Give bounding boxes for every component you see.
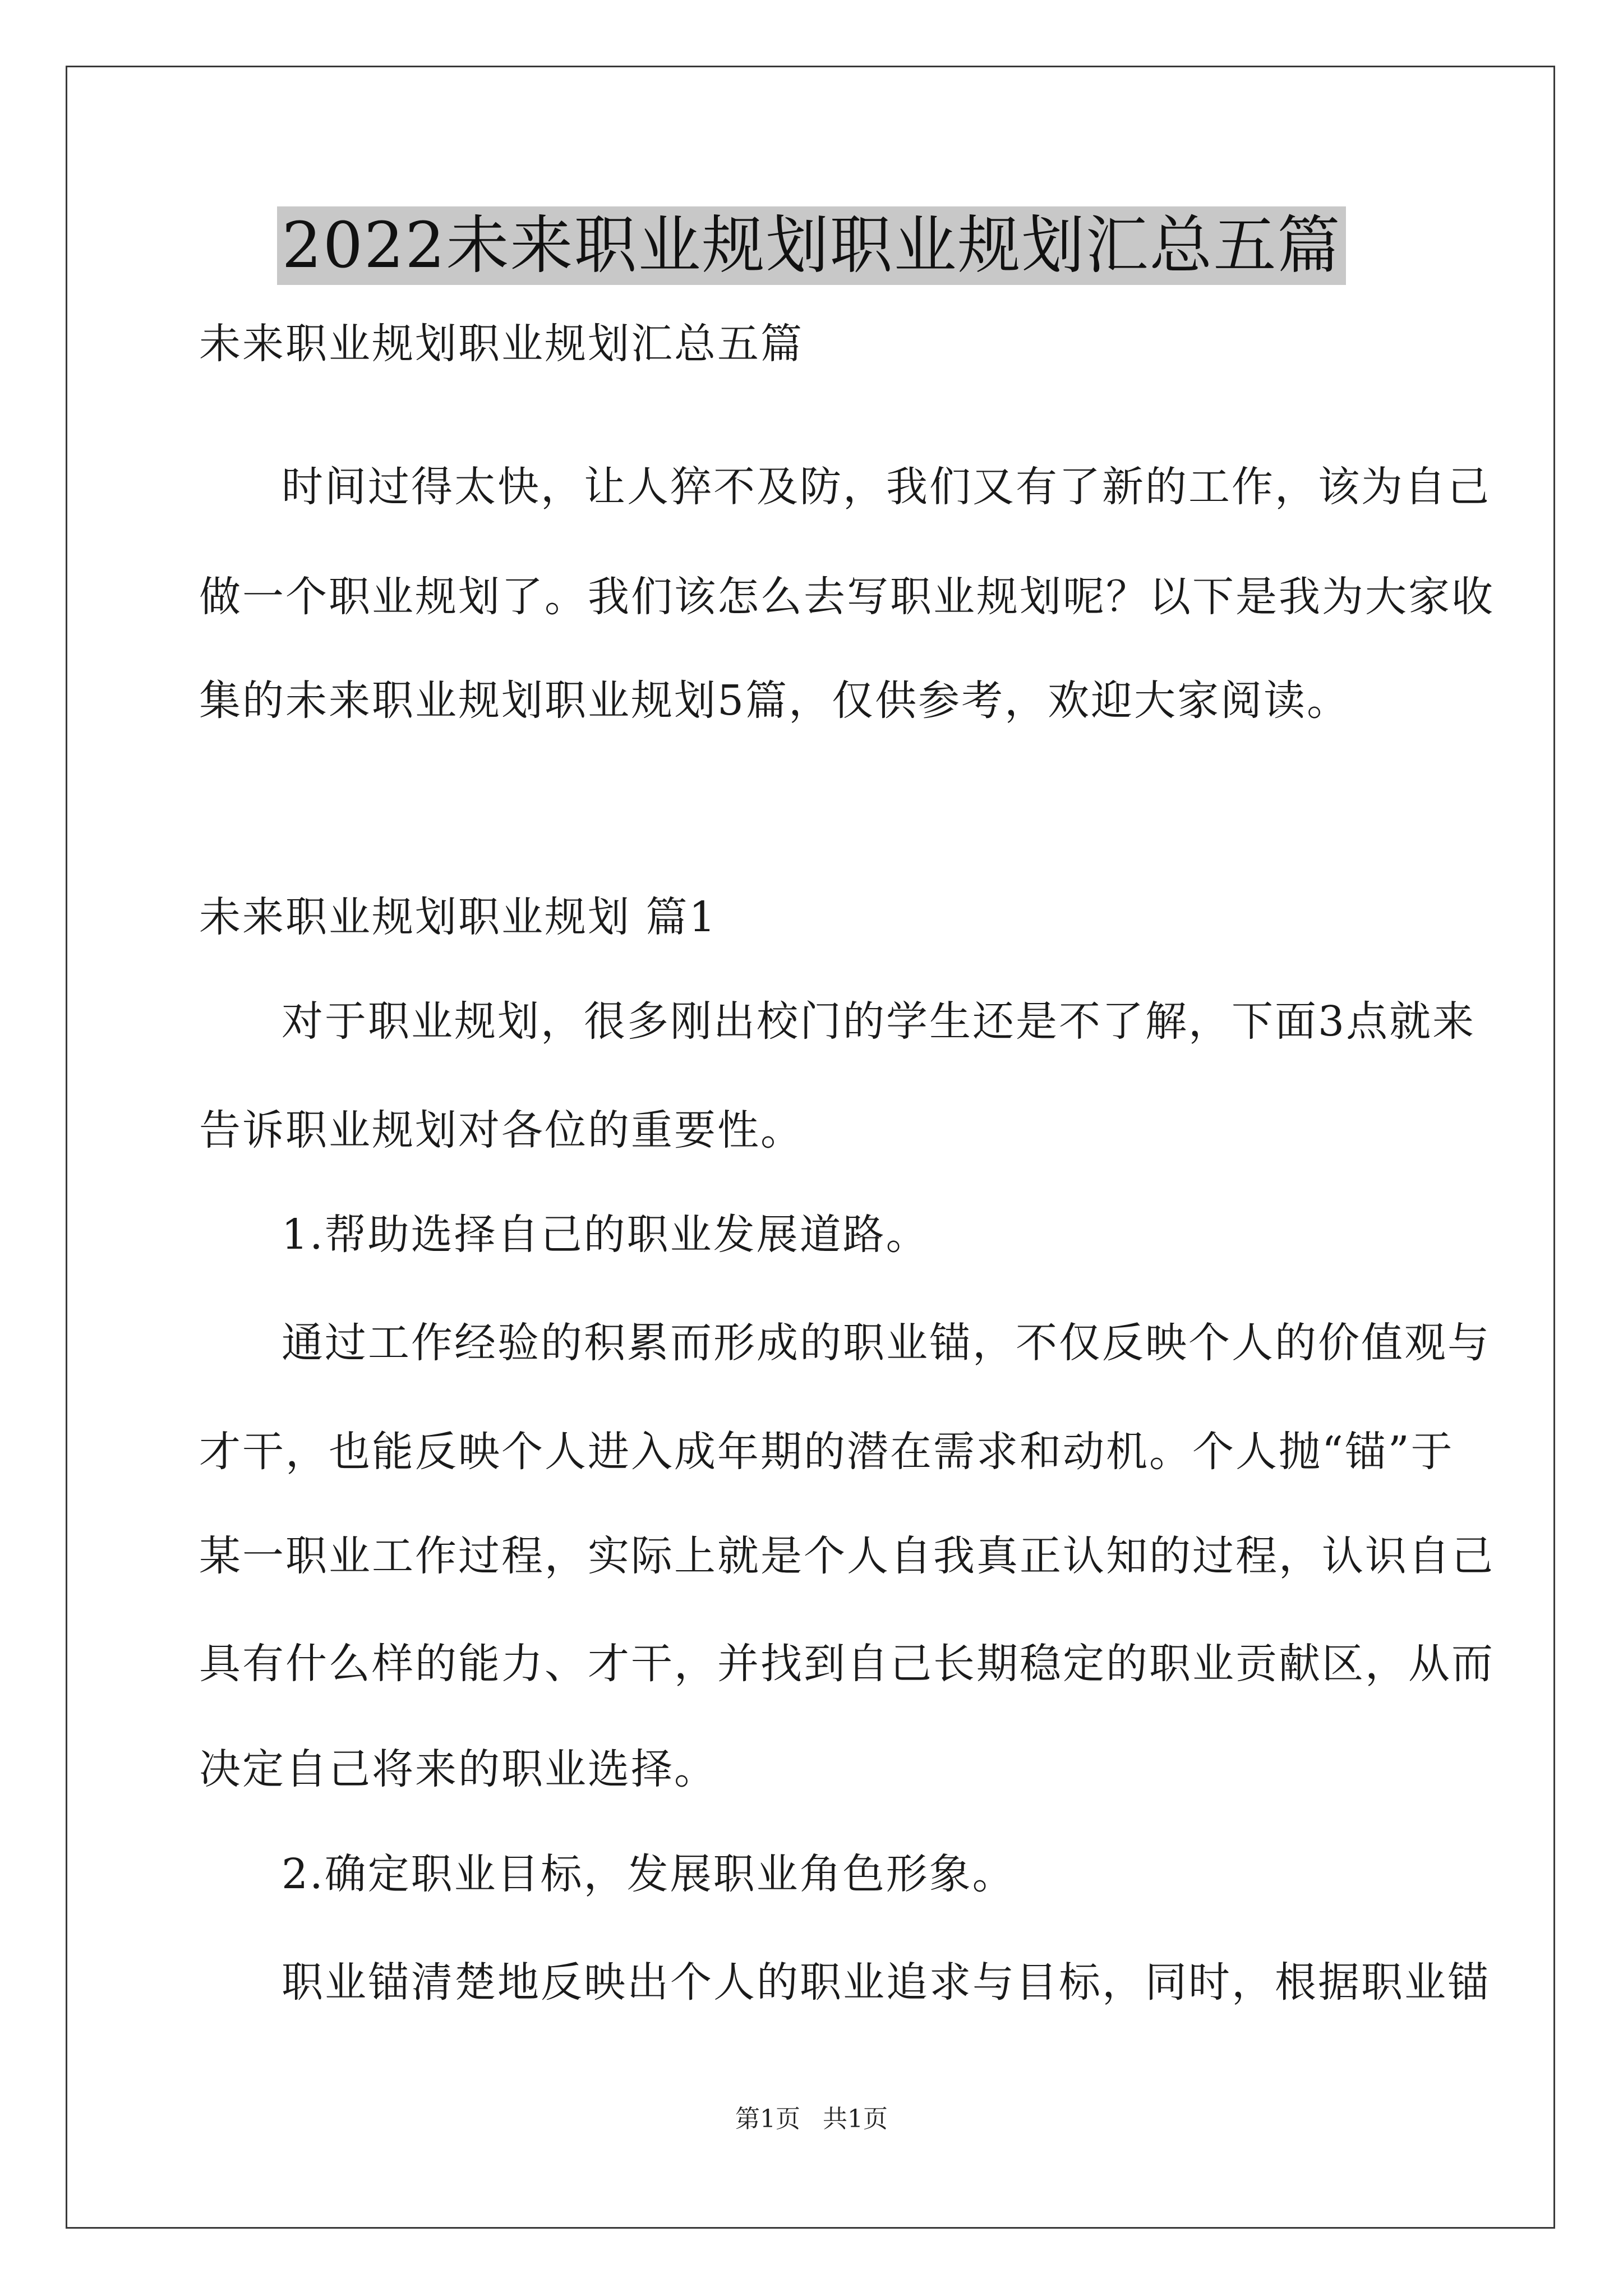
page-total: 共1页 bbox=[823, 2105, 888, 2133]
list-item-heading: 1.帮助选择自己的职业发展道路。 bbox=[282, 1211, 929, 1259]
title-container bbox=[0, 206, 1623, 285]
list-item-heading: 2.确定职业目标，发展职业角色形象。 bbox=[282, 1850, 1016, 1898]
paragraph-line: 决定自己将来的职业选择。 bbox=[199, 1745, 717, 1793]
paragraph-line: 集的未来职业规划职业规划5篇，仅供参考，欢迎大家阅读。 bbox=[199, 677, 1350, 725]
document-title: 2022未来职业规划职业规划汇总五篇 bbox=[277, 206, 1345, 285]
page-footer bbox=[0, 2102, 1623, 2136]
subtitle-line: 未来职业规划职业规划汇总五篇 bbox=[199, 320, 804, 368]
paragraph-line: 才干，也能反映个人进入成年期的潜在需求和动机。个人抛“锚”于 bbox=[199, 1428, 1454, 1476]
paragraph-line: 对于职业规划，很多刚出校门的学生还是不了解，下面3点就来 bbox=[282, 997, 1476, 1046]
section-heading: 未来职业规划职业规划 篇1 bbox=[199, 893, 717, 941]
paragraph-line: 某一职业工作过程，实际上就是个人自我真正认知的过程，认识自己 bbox=[199, 1532, 1495, 1580]
paragraph-line: 职业锚清楚地反映出个人的职业追求与目标，同时，根据职业锚 bbox=[282, 1958, 1491, 2007]
paragraph-line: 具有什么样的能力、才干，并找到自己长期稳定的职业贡献区，从而 bbox=[199, 1640, 1495, 1688]
paragraph-line: 时间过得太快，让人猝不及防，我们又有了新的工作，该为自己 bbox=[282, 463, 1491, 511]
paragraph-line: 通过工作经验的积累而形成的职业锚，不仅反映个人的价值观与 bbox=[282, 1319, 1491, 1367]
paragraph-line: 告诉职业规划对各位的重要性。 bbox=[199, 1106, 804, 1154]
page-number: 第1页 bbox=[735, 2105, 800, 2133]
paragraph-line: 做一个职业规划了。我们该怎么去写职业规划呢？以下是我为大家收 bbox=[199, 573, 1495, 621]
